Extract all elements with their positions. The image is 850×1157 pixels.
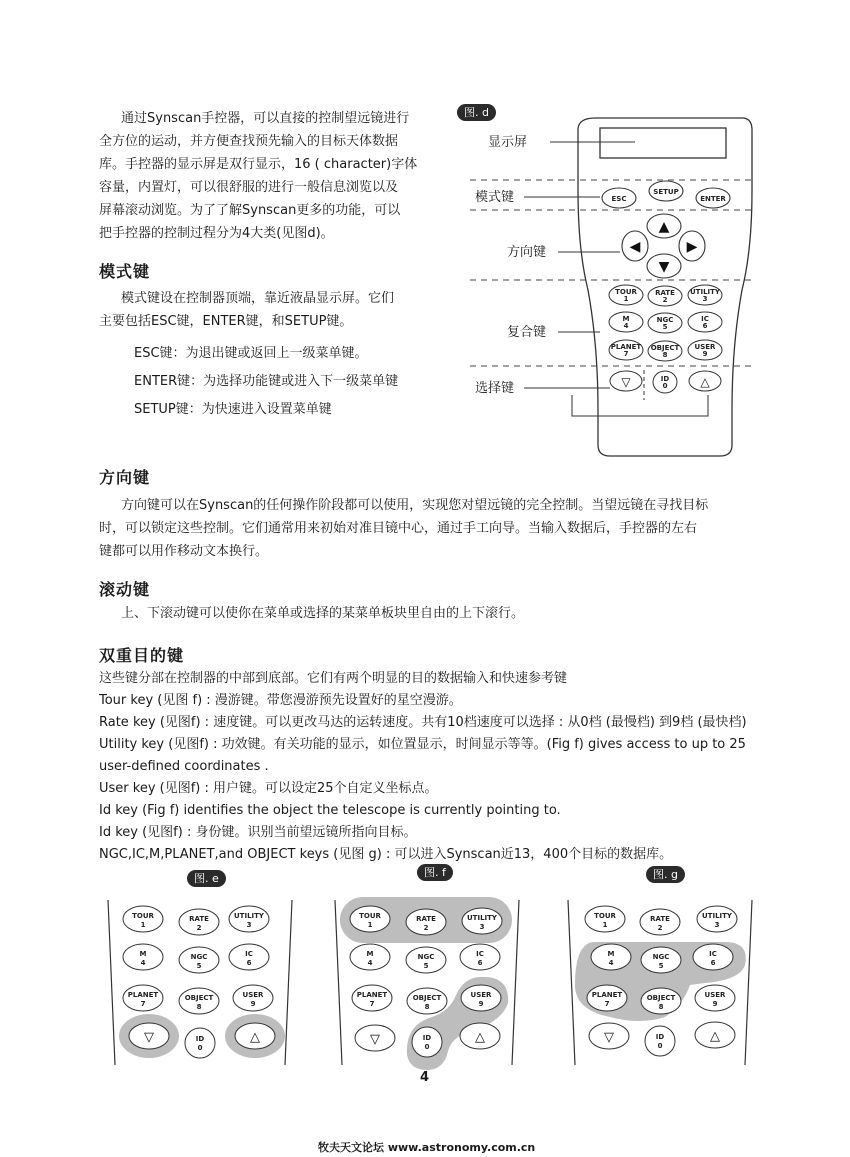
g-object-label: OBJECT	[646, 994, 676, 1002]
page-number: 4	[420, 1070, 430, 1085]
callout-combo-keys: 复合键	[507, 325, 547, 340]
dual-keys-line: Rate key (见图f) : 速度键。可以更改马达的运转速度。共有10档速度可以选择 : 从0档 (最慢档) 到9档 (最快档)	[99, 715, 747, 730]
g-tour-digit: 1	[602, 921, 608, 929]
mode-key-item-setup: SETUP键：为快速进入设置菜单键	[134, 402, 332, 417]
g-id-digit: 0	[657, 1042, 663, 1050]
f-ic-label: IC	[476, 950, 484, 958]
d-ngc-label: NGC	[656, 316, 674, 324]
g-ngc-label: NGC	[652, 953, 670, 961]
callout-select-keys: 选择键	[475, 381, 515, 396]
dual-keys-line: Tour key (见图 f) : 漫游键。带您漫游预先设置好的星空漫游。	[99, 693, 462, 708]
d-ic-digit: 6	[702, 322, 708, 330]
f-planet-label: PLANET	[356, 991, 388, 999]
intro-line: 全方位的运动，并方便查找预先输入的目标天体数据	[99, 134, 399, 149]
d-utility-digit: 3	[702, 295, 708, 303]
dual-keys-line: NGC,IC,M,PLANET,and OBJECT keys (见图 g) : 可以进入Synscan近13，400个目标的数据库。	[99, 847, 673, 862]
mode-keys-list	[134, 340, 398, 424]
g-rate-label: RATE	[650, 915, 670, 923]
callout-direction-keys: 方向键	[507, 245, 547, 260]
g-planet-label: PLANET	[591, 991, 623, 999]
figure-d-diagram	[460, 110, 760, 470]
figure-f-label: 图. f	[417, 864, 453, 881]
f-tour-digit: 1	[367, 921, 373, 929]
e-rate-label: RATE	[189, 915, 209, 923]
d-object-label: OBJECT	[650, 344, 680, 352]
figure-e-label: 图. e	[187, 870, 226, 887]
direction-keys-line: 时，可以锁定这些控制。它们通常用来初始对准目镜中心，通过手工向导。当输入数据后，手控器的左右	[99, 521, 698, 536]
e-rate-digit: 2	[196, 924, 202, 932]
up-arrow-icon: ▲	[658, 219, 670, 235]
left-arrow-icon: ◀	[629, 239, 641, 255]
figure-f-keypad	[332, 895, 522, 1070]
d-user-digit: 9	[702, 350, 708, 358]
dual-keys-heading: 双重目的键	[99, 646, 185, 665]
mode-keys-paragraph	[99, 287, 394, 333]
d-scroll-down-icon: ▽	[621, 375, 631, 389]
e-object-label: OBJECT	[184, 994, 214, 1002]
lcd-screen	[600, 128, 726, 158]
down-arrow-icon: ▼	[658, 259, 670, 275]
d-ngc-digit: 5	[662, 323, 668, 331]
figure-g-keypad	[565, 895, 755, 1070]
g-tour-label: TOUR	[594, 912, 616, 920]
e-planet-label: PLANET	[127, 991, 159, 999]
dual-keys-line: User key (见图f) : 用户键。可以设定25个自定义坐标点。	[99, 781, 438, 796]
f-ngc-digit: 5	[423, 962, 429, 970]
f-user-label: USER	[470, 991, 492, 999]
f-object-label: OBJECT	[412, 994, 442, 1002]
dual-keys-line: 这些键分部在控制器的中部到底部。它们有两个明显的目的数据输入和快速参考键	[99, 671, 568, 686]
enter-key-label: ENTER	[700, 195, 726, 203]
g-m-label: M	[607, 950, 615, 958]
d-object-digit: 8	[662, 351, 668, 359]
e-scroll-up-icon: △	[250, 1030, 260, 1045]
dual-keys-line: Id key (见图f) : 身份键。识别当前望远镜所指向目标。	[99, 825, 417, 840]
intro-line: 通过Synscan手控器，可以直接的控制望远镜进行	[121, 111, 410, 126]
intro-paragraph	[99, 107, 439, 245]
g-id-label: ID	[655, 1033, 665, 1041]
g-ngc-digit: 5	[658, 962, 664, 970]
g-rate-digit: 2	[657, 924, 663, 932]
f-id-label: ID	[422, 1034, 432, 1042]
dual-keys-paragraph	[99, 668, 747, 866]
f-ngc-label: NGC	[417, 953, 435, 961]
d-rate-label: RATE	[655, 289, 675, 297]
e-scroll-down-icon: ▽	[144, 1030, 154, 1045]
callout-mode-keys: 模式键	[475, 190, 515, 205]
e-utility-label: UTILITY	[234, 912, 264, 920]
mode-keys-heading: 模式键	[99, 262, 151, 281]
figure-e-keypad	[105, 895, 295, 1070]
g-object-digit: 8	[658, 1003, 664, 1011]
f-id-digit: 0	[424, 1043, 430, 1051]
scroll-keys-paragraph	[99, 602, 524, 625]
f-utility-label: UTILITY	[467, 914, 497, 922]
footer-watermark: 牧夫天文论坛 www.astronomy.com.cn	[318, 1141, 536, 1154]
intro-line: 屏幕滚动浏览。为了了解Synscan更多的功能，可以	[99, 203, 401, 218]
g-user-label: USER	[704, 991, 726, 999]
direction-keys-heading: 方向键	[99, 468, 151, 487]
d-id-label: ID	[660, 375, 670, 383]
d-id-digit: 0	[662, 382, 668, 390]
dual-keys-line: user-defined coordinates .	[99, 759, 269, 774]
dual-keys-line: Utility key (见图f) : 功效键。有关功能的显示，如位置显示，时间显示等等。(Fig f) gives access to up to 25	[99, 737, 746, 752]
g-utility-digit: 3	[714, 921, 720, 929]
d-tour-digit: 1	[623, 295, 629, 303]
mode-keys-line: 模式键设在控制器顶端，靠近液晶显示屏。它们	[121, 291, 395, 306]
dual-keys-line: Id key (Fig f) identifies the object the telescope is currently pointing to.	[99, 803, 561, 818]
right-arrow-icon: ▶	[686, 239, 698, 255]
d-planet-label: PLANET	[610, 343, 642, 351]
g-ic-label: IC	[709, 950, 717, 958]
d-user-label: USER	[694, 343, 716, 351]
f-tour-label: TOUR	[359, 912, 381, 920]
f-rate-digit: 2	[423, 924, 429, 932]
d-ic-label: IC	[701, 315, 709, 323]
g-scroll-down-icon: ▽	[604, 1030, 614, 1045]
f-user-digit: 9	[478, 1000, 484, 1008]
f-m-label: M	[366, 950, 374, 958]
e-ngc-digit: 5	[196, 962, 202, 970]
d-rate-digit: 2	[662, 296, 668, 304]
d-tour-label: TOUR	[615, 288, 637, 296]
g-scroll-up-icon: △	[710, 1029, 720, 1044]
g-ic-digit: 6	[710, 959, 716, 967]
g-user-digit: 9	[712, 1000, 718, 1008]
intro-line: 容量，内置灯，可以很舒服的进行一般信息浏览以及	[99, 180, 399, 195]
scroll-keys-heading: 滚动键	[99, 580, 151, 599]
g-utility-label: UTILITY	[702, 912, 732, 920]
f-ic-digit: 6	[477, 959, 483, 967]
f-m-digit: 4	[367, 959, 373, 967]
d-utility-label: UTILITY	[690, 288, 720, 296]
e-user-digit: 9	[250, 1000, 256, 1008]
d-planet-digit: 7	[623, 350, 629, 358]
mode-key-item-esc: ESC键：为退出键或返回上一级菜单键。	[134, 346, 368, 361]
f-rate-label: RATE	[416, 915, 436, 923]
e-tour-label: TOUR	[132, 912, 154, 920]
e-ngc-label: NGC	[190, 953, 208, 961]
figure-g-label: 图. g	[646, 866, 685, 883]
e-object-digit: 8	[196, 1003, 202, 1011]
f-utility-digit: 3	[479, 923, 485, 931]
f-scroll-down-icon: ▽	[370, 1032, 380, 1047]
figure-d-label: 图. d	[457, 104, 496, 121]
intro-line: 把手控器的控制过程分为4大类(见图d)。	[99, 226, 334, 241]
g-planet-digit: 7	[604, 1000, 610, 1008]
f-planet-digit: 7	[369, 1000, 375, 1008]
e-tour-digit: 1	[140, 921, 146, 929]
intro-line: 库。手控器的显示屏是双行显示，16 ( character)字体	[99, 157, 418, 172]
e-ic-digit: 6	[246, 959, 252, 967]
d-scroll-up-icon: △	[700, 375, 710, 389]
mode-key-item-enter: ENTER键：为选择功能键或进入下一级菜单键	[134, 374, 399, 389]
e-planet-digit: 7	[140, 1000, 146, 1008]
mode-keys-line: 主要包括ESC键，ENTER键，和SETUP键。	[99, 314, 353, 329]
direction-keys-line: 方向键可以在Synscan的任何操作阶段都可以使用，实现您对望远镜的完全控制。当望远镜在寻找目标	[121, 498, 709, 513]
f-object-digit: 8	[424, 1003, 430, 1011]
d-m-label: M	[622, 315, 630, 323]
scroll-keys-line: 上、下滚动键可以使你在菜单或选择的某菜单板块里自由的上下滚行。	[121, 606, 525, 621]
e-user-label: USER	[242, 991, 264, 999]
e-m-digit: 4	[140, 959, 146, 967]
g-m-digit: 4	[608, 959, 614, 967]
d-m-digit: 4	[623, 322, 629, 330]
f-scroll-up-icon: △	[475, 1030, 485, 1045]
e-id-digit: 0	[197, 1044, 203, 1052]
direction-keys-paragraph	[99, 494, 708, 563]
callout-display: 显示屏	[488, 135, 528, 150]
setup-key-label: SETUP	[653, 188, 679, 196]
e-id-label: ID	[195, 1035, 205, 1043]
direction-keys-line: 键都可以用作移动文本换行。	[99, 544, 269, 559]
e-m-label: M	[139, 950, 147, 958]
e-utility-digit: 3	[246, 921, 252, 929]
esc-key-label: ESC	[611, 195, 627, 203]
e-ic-label: IC	[245, 950, 253, 958]
